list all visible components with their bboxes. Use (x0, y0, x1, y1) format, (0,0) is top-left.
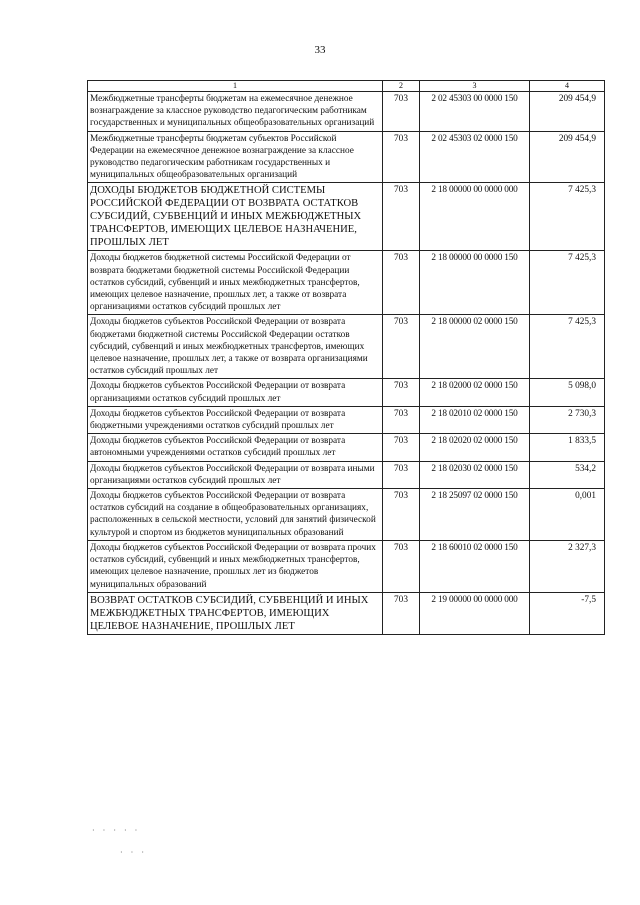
scan-speck: · · · (120, 848, 147, 857)
header-col-4: 4 (530, 81, 605, 92)
table-row (88, 251, 605, 315)
row-code: 703 (383, 540, 420, 592)
row-kbk-code: 2 18 00000 00 0000 000 (420, 183, 530, 251)
row-description: Межбюджетные трансферты бюджетам субъектов Российской Федерации на ежемесячное денежное вознаграждение за классное руководство педагогическим работникам государственных и муниципальных общеобразовательных организаций (88, 131, 383, 183)
row-code: 703 (383, 315, 420, 379)
header-col-2: 2 (383, 81, 420, 92)
header-col-1: 1 (88, 81, 383, 92)
row-amount: 209 454,9 (530, 131, 605, 183)
row-amount: 7 425,3 (530, 315, 605, 379)
table-row (88, 315, 605, 379)
row-description: Доходы бюджетов субъектов Российской Федерации от возврата организациями остатков субсидий прошлых лет (88, 379, 383, 406)
table-row (88, 461, 605, 488)
table-row (88, 406, 605, 433)
row-description: Межбюджетные трансферты бюджетам на ежемесячное денежное вознаграждение за классное руководство педагогическим работникам государственных и муниципальных общеобразовательных организаций (88, 92, 383, 132)
row-amount: 2 730,3 (530, 406, 605, 433)
row-description: Доходы бюджетов субъектов Российской Федерации от возврата прочих остатков субсидий, субвенций и иных межбюджетных трансфертов, имеющих целевое назначение, прошлых лет из бюджетов муниципальных образований (88, 540, 383, 592)
row-kbk-code: 2 02 45303 02 0000 150 (420, 131, 530, 183)
row-kbk-code: 2 18 02030 02 0000 150 (420, 461, 530, 488)
page-number: 33 (314, 44, 326, 56)
table-row (88, 183, 605, 251)
row-description: Доходы бюджетов бюджетной системы Российской Федерации от возврата бюджетами бюджетной системы Российской Федерации остатков субсидий, субвенций и иных межбюджетных трансфертов, имеющих целевое назначение, прошлых лет, а также от возврата организациями остатков субсидий прошлых лет (88, 251, 383, 315)
row-code: 703 (383, 406, 420, 433)
table-row (88, 379, 605, 406)
table-body (88, 92, 605, 635)
row-code: 703 (383, 131, 420, 183)
row-code: 703 (383, 434, 420, 461)
scan-speck: · · · · · (92, 826, 141, 835)
row-kbk-code: 2 02 45303 00 0000 150 (420, 92, 530, 132)
row-amount: 209 454,9 (530, 92, 605, 132)
row-code: 703 (383, 461, 420, 488)
table-row (88, 540, 605, 592)
row-kbk-code: 2 18 60010 02 0000 150 (420, 540, 530, 592)
row-description: Доходы бюджетов субъектов Российской Федерации от возврата автономными учреждениями остатков субсидий прошлых лет (88, 434, 383, 461)
row-amount: 7 425,3 (530, 183, 605, 251)
row-kbk-code: 2 18 00000 02 0000 150 (420, 315, 530, 379)
table-row (88, 131, 605, 183)
row-amount: 534,2 (530, 461, 605, 488)
row-code: 703 (383, 592, 420, 634)
row-description: Доходы бюджетов субъектов Российской Федерации от возврата бюджетными учреждениями остатков субсидий прошлых лет (88, 406, 383, 433)
table-row (88, 592, 605, 634)
row-description: ВОЗВРАТ ОСТАТКОВ СУБСИДИЙ, СУБВЕНЦИЙ И ИНЫХ МЕЖБЮДЖЕТНЫХ ТРАНСФЕРТОВ, ИМЕЮЩИХ ЦЕЛЕВОЕ НАЗНАЧЕНИЕ, ПРОШЛЫХ ЛЕТ (88, 592, 383, 634)
row-kbk-code: 2 18 02010 02 0000 150 (420, 406, 530, 433)
table-row (88, 92, 605, 132)
table-header-row (88, 81, 605, 92)
header-col-3: 3 (420, 81, 530, 92)
row-code: 703 (383, 92, 420, 132)
row-amount: 0,001 (530, 489, 605, 541)
row-amount: 7 425,3 (530, 251, 605, 315)
row-code: 703 (383, 183, 420, 251)
budget-table (87, 80, 605, 635)
row-code: 703 (383, 379, 420, 406)
row-amount: 2 327,3 (530, 540, 605, 592)
row-kbk-code: 2 18 02000 02 0000 150 (420, 379, 530, 406)
table-row (88, 434, 605, 461)
table-row (88, 489, 605, 541)
row-kbk-code: 2 18 00000 00 0000 150 (420, 251, 530, 315)
row-amount: 5 098,0 (530, 379, 605, 406)
row-kbk-code: 2 18 25097 02 0000 150 (420, 489, 530, 541)
row-description: ДОХОДЫ БЮДЖЕТОВ БЮДЖЕТНОЙ СИСТЕМЫ РОССИЙСКОЙ ФЕДЕРАЦИИ ОТ ВОЗВРАТА ОСТАТКОВ СУБСИДИЙ, СУБВЕНЦИЙ И ИНЫХ МЕЖБЮДЖЕТНЫХ ТРАНСФЕРТОВ, ИМЕЮЩИХ ЦЕЛЕВОЕ НАЗНАЧЕНИЕ, ПРОШЛЫХ ЛЕТ (88, 183, 383, 251)
row-description: Доходы бюджетов субъектов Российской Федерации от возврата остатков субсидий на создание в общеобразовательных организациях, расположенных в сельской местности, условий для занятий физической культурой и спортом из бюджетов муниципальных образований (88, 489, 383, 541)
row-kbk-code: 2 19 00000 00 0000 000 (420, 592, 530, 634)
row-code: 703 (383, 251, 420, 315)
budget-table-container (87, 80, 604, 635)
row-description: Доходы бюджетов субъектов Российской Федерации от возврата бюджетами бюджетной системы Российской Федерации остатков субсидий, субвенций и иных межбюджетных трансфертов, имеющих целевое назначение, прошлых лет, а также от возврата организациями остатков субсидий прошлых лет (88, 315, 383, 379)
row-code: 703 (383, 489, 420, 541)
row-kbk-code: 2 18 02020 02 0000 150 (420, 434, 530, 461)
row-amount: 1 833,5 (530, 434, 605, 461)
row-amount: -7,5 (530, 592, 605, 634)
row-description: Доходы бюджетов субъектов Российской Федерации от возврата иными организациями остатков субсидий прошлых лет (88, 461, 383, 488)
